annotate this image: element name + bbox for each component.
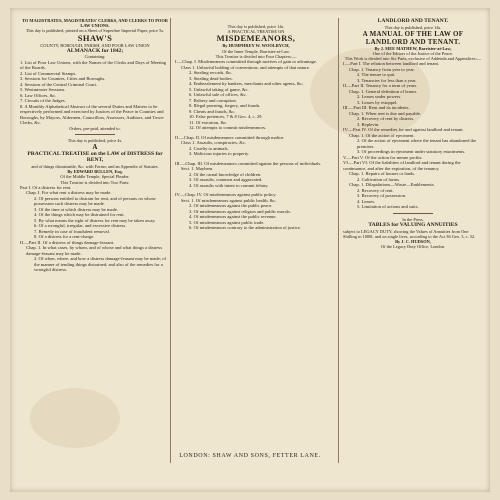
list-item: 2. Leases under powers.: [357, 94, 402, 100]
treatise-divided: This Treatise is divided into Two Parts:: [60, 179, 130, 185]
left-subtitle: COUNTY, BOROUGH, PARISH, AND POOR LAW UNION: [40, 42, 150, 48]
list-item: 3. Of the time at which distress may be made.: [34, 206, 119, 212]
list-item: 6. Of misdemeanors contrary to the administration of justice.: [189, 225, 302, 231]
list-item: Class 1. Assaults, conspiracies, &c.: [181, 140, 247, 146]
list-item: Chap. 1. Repairs of houses or lands.: [349, 171, 416, 177]
treatise-title: PRACTICAL TREATISE on the LAW of DISTRESS for RENT,: [27, 150, 163, 164]
list-item: 2. Of when, where, and how a distress damage-feasant may be made; of the manner of tending things distrained; and also of the remedies for a wrongful distress.: [34, 256, 167, 273]
list-item: 4. Embezzlement by bankers, merchants and other agents, &c.: [189, 81, 304, 87]
list-item: 4. Of misdemeanors against the public revenue.: [189, 214, 277, 220]
list-item: 3. Recovery of possession.: [357, 193, 407, 199]
landlord-list: [343, 61, 483, 210]
list-item: 7. Circuits of the Judges.: [20, 98, 66, 104]
list-item: II.—Part II. Tenancy for a term of years.: [343, 83, 418, 89]
list-item: 10. False pretences, 7 & 8 Geo. 4, c. 29.: [189, 114, 263, 120]
list-item: 2. Cruelty to animals.: [189, 145, 229, 151]
list-item: 11. Of extortion, &c.: [189, 119, 228, 125]
list-item: 5. Westminster Sessions.: [20, 87, 66, 93]
list-item: Sect. 1. Mayhem.: [181, 166, 214, 172]
list-item: Chap. 1. In what cases, by whom, and of whose and what things a distress damage-feasant may be made.: [26, 245, 163, 256]
list-item: Chap. 1. When rent is due and payable.: [349, 110, 422, 116]
list-item: 8. A Monthly Alphabetical Abstract of the several Duties and Matters to be respectively performed and exercised by Justices of the Peace in Counties and Boroughs, by Mayors, Aldermen, Councillors, Assessors, Auditors, and Town-Clerks, &c.: [20, 103, 165, 126]
list-item: VI.—Part VI. Of the liabilities of landlord and tenant during the continuance, and after the expiration, of the tenancy.: [343, 160, 461, 171]
left-title: SHAW'S: [77, 32, 113, 43]
printed-page: [10, 8, 490, 492]
right-heading: LANDLORD AND TENANT.: [377, 18, 449, 24]
list-item: 2. Of the carnal knowledge of children.: [189, 171, 262, 177]
list-item: 9. Cheats and frauds, &c.: [189, 108, 236, 114]
divider: [393, 213, 433, 214]
list-item: 2. The tenure to quit.: [357, 72, 396, 78]
list-item: 3. Malicious injuries to property.: [189, 151, 250, 157]
list-item: 2. List of Commercial Stamps.: [20, 70, 77, 76]
imprint-footer: LONDON: SHAW AND SONS, FETTER LANE.: [179, 453, 321, 459]
list-item: Chap. 1. Tenancy from year to year.: [349, 66, 415, 72]
list-item: 3. Sessions for Counties, Cities and Boroughs.: [20, 76, 106, 82]
tables-author: By J. C. HUDSON,: [395, 238, 431, 244]
right-pub: This day is published, price 14s.: [384, 24, 442, 30]
list-item: Class 1. Unlawful holding of conventions, and attempts of that nature.: [181, 64, 310, 70]
middle-pub: This day is published, price 14s.: [227, 24, 285, 29]
list-item: 2. Of misdemeanors against the public peace.: [189, 203, 273, 209]
list-item: 3. Of misdemeanors against religion and public morals.: [189, 208, 291, 214]
list-item: 2. Of persons entitled to distrain for rent, and of persons on whose possession such distress may be made.: [34, 195, 156, 207]
list-item: Chap. 1. Of the action of ejectment.: [349, 132, 415, 138]
middle-column: [175, 24, 337, 231]
list-item: 5. By what means the right of distress for rent may be taken away.: [34, 217, 156, 223]
list-item: 7. Remedy in case of fraudulent removal.: [34, 228, 111, 234]
list-item: II.—Part II. Of a distress of things damage-feasant.: [20, 239, 115, 245]
left-column: [20, 18, 170, 273]
middle-divided: This Treatise is divided into Four Chapters:—: [215, 53, 297, 59]
list-item: 3. Replevin.: [357, 121, 380, 127]
list-item: 5. Limitation of actions and suits.: [357, 204, 419, 210]
list-item: Sect. 1. Of misdemeanors against public health, &c.: [181, 197, 277, 203]
list-item: 3. Of proceedings in ejectment under statutory enactments.: [357, 149, 466, 155]
list-item: 6. Of a wrongful, irregular, and excessive distress.: [34, 223, 127, 229]
list-item: 12. Of attempts to commit misdemeanors.: [189, 125, 267, 131]
left-order: Orders, pre-paid, attended to.: [69, 125, 121, 131]
list-item: 2. Recovery of rent by distress.: [357, 116, 415, 122]
treatise-sub: and of things distrainable, &c. with Forms; and an Appendix of Statutes.: [31, 163, 159, 169]
list-item: 5. Unlawful taking of game, &c.: [189, 86, 249, 92]
list-item: 3. Tenancies for less than a year.: [357, 77, 417, 83]
misdemeanor-list: [175, 59, 337, 231]
list-item: 2. Cultivation of farms.: [357, 176, 400, 182]
almanack-list: [20, 60, 170, 126]
list-item: Part I. Of a distress for rent.: [20, 184, 72, 190]
tables-author-sub: Of the Legacy Duty Office, London.: [380, 244, 446, 250]
list-item: 6. Unlawful sale of offices, &c.: [189, 92, 247, 98]
right-divided: This Work is divided into Six Parts, exclusive of Addenda and Appendices:—: [344, 56, 482, 62]
left-almanack: ALMANACK for 1842;: [66, 47, 124, 54]
column-rule: [170, 18, 171, 463]
list-item: 8. Illegal pawning, forgery, and frauds.: [189, 103, 261, 109]
right-author-sub: One of the Editors of the Justice of the Peace.: [372, 50, 454, 56]
paper-stain: [30, 388, 120, 448]
list-item: 7. Bribery and corruption.: [189, 97, 237, 103]
list-item: 3. Leases by estoppel.: [357, 99, 398, 105]
middle-author-sub: Of the Inner Temple, Barrister-at-Law.: [222, 48, 290, 54]
tables-title: TABLES for VALUING ANNUITIES: [368, 222, 458, 229]
treatise-a: A: [92, 142, 98, 151]
list-item: Chap. I. For what rent a distress may be made.: [26, 190, 112, 196]
list-item: II.—Chap. II. Of misdemeanors committed through malice.: [175, 134, 285, 140]
middle-pre: A PRACTICAL TREATISE ON: [227, 29, 285, 35]
treatise-parts: [20, 185, 170, 273]
divider: [75, 134, 115, 135]
right-press: In the Press.: [402, 216, 424, 222]
list-item: 2. Recovery of rent.: [357, 187, 394, 193]
list-item: IV.—Part IV. Of the remedies for and against landlord and tenant.: [343, 127, 464, 133]
list-item: IV.—Chap. IV. Of misdemeanors against public policy.: [175, 192, 277, 198]
treatise-author-sub: Of the Middle Temple, Special Pleader.: [60, 174, 130, 180]
column-rule: [338, 18, 339, 463]
list-item: 2. Of the action of ejectment where the tenant has abandoned the premises.: [357, 138, 477, 149]
list-item: 4. Of assaults with intent to commit felony.: [189, 182, 269, 188]
list-item: 3. Stealing dead bodies.: [189, 75, 233, 81]
left-intro: This day is published, printed on a Sheet of Superfine Imperial Paper, price 5s.: [25, 28, 165, 34]
list-item: 4. Sessions of the Central Criminal Court.: [20, 81, 98, 87]
list-item: I.—Part I. The relation between landlord and tenant.: [343, 61, 440, 67]
right-author: By J. MEE MATHEW, Barrister-at-Law,: [374, 45, 452, 51]
left-pub2: This day is published, price 4s.: [67, 137, 123, 143]
list-item: III.—Chap. III. Of misdemeanors committed against the persons of individuals.: [175, 160, 322, 166]
middle-author: By HUMPHREY W. WOOLRYCH,: [222, 43, 290, 49]
list-item: Chap. 1. General definition of leases.: [349, 88, 418, 94]
treatise-author: By EDWARD BULLEN, Esq.: [67, 169, 123, 175]
right-title: A MANUAL OF THE LAW OF LANDLORD AND TENANT.: [362, 29, 464, 46]
list-item: 5. Of misdemeanors against public trade.: [189, 219, 265, 225]
list-item: 4. Of the things which may be distrained for rent.: [34, 212, 125, 218]
list-item: I.—Chap. I. Misdemeanors committed through motives of gain or advantage.: [175, 59, 317, 65]
list-item: Chap. 1. Dilapidations—Waste—Emblements.: [349, 182, 435, 188]
list-item: 8. Of a distress for a rent-charge.: [34, 234, 95, 240]
tables-sub: subject to LEGACY DUTY, showing the Values of Annuities from One Shilling to 1000l. and on single lives, according to the Act 36 Geo. 3, c. 52.: [343, 228, 476, 239]
list-item: 4. Leases.: [357, 198, 376, 204]
list-item: V.—Part V. Of the action for mesne profits.: [343, 154, 423, 160]
left-heading: TO MAGISTRATES, MAGISTRATES' CLERKS, AND CLERKS TO POOR LAW UNIONS.: [22, 18, 168, 29]
list-item: 3. Of assaults, common and aggravated.: [189, 177, 263, 183]
left-containing: Containing:: [84, 54, 106, 60]
right-column: [343, 18, 483, 249]
list-item: 2. Stealing records, &c.: [189, 70, 233, 76]
list-item: 6. Law Offices, &c.: [20, 92, 57, 98]
list-item: III.—Part III. Rent and its incidents.: [343, 105, 410, 111]
middle-title: MISDEMEANORS,: [216, 33, 296, 44]
list-item: 1. List of Poor Law Unions, with the Names of the Clerks and Days of Meeting of the Boards.: [20, 59, 167, 71]
